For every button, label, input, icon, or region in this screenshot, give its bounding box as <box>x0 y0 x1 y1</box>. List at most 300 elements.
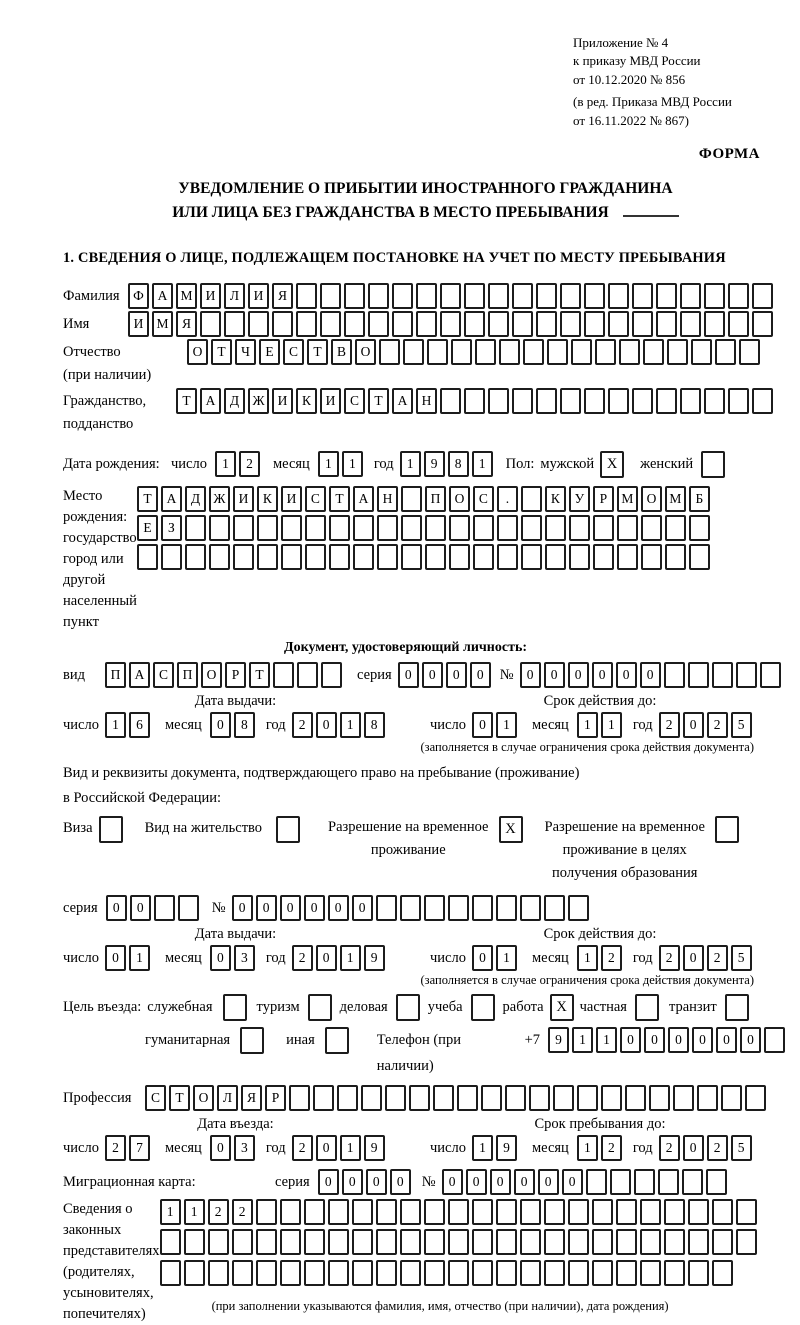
char-cell[interactable] <box>673 1085 694 1111</box>
char-cell[interactable]: 2 <box>292 712 313 738</box>
char-cell[interactable] <box>448 895 469 921</box>
char-cell[interactable] <box>305 515 326 541</box>
char-cell[interactable] <box>320 311 341 337</box>
char-cell[interactable] <box>764 1027 785 1053</box>
char-cell[interactable]: 0 <box>366 1169 387 1195</box>
char-cell[interactable] <box>472 1199 493 1225</box>
char-cell[interactable] <box>400 1260 421 1286</box>
char-cell[interactable]: 1 <box>160 1199 181 1225</box>
char-cell[interactable] <box>440 388 461 414</box>
char-cell[interactable] <box>376 1199 397 1225</box>
char-cell[interactable] <box>488 283 509 309</box>
char-cell[interactable]: 2 <box>239 451 260 477</box>
char-cell[interactable] <box>691 339 712 365</box>
char-cell[interactable] <box>304 1229 325 1255</box>
char-cell[interactable]: 0 <box>544 662 565 688</box>
char-cell[interactable] <box>571 339 592 365</box>
char-cell[interactable] <box>401 544 422 570</box>
char-cell[interactable]: Р <box>593 486 614 512</box>
temp-residence-edu-checkbox[interactable] <box>715 816 739 843</box>
char-cell[interactable] <box>296 311 317 337</box>
char-cell[interactable] <box>424 895 445 921</box>
char-cell[interactable] <box>712 1260 733 1286</box>
char-cell[interactable] <box>664 662 685 688</box>
char-cell[interactable]: . <box>497 486 518 512</box>
char-cell[interactable] <box>634 1169 655 1195</box>
char-cell[interactable]: 0 <box>683 1135 704 1161</box>
char-cell[interactable] <box>704 283 725 309</box>
char-cell[interactable]: И <box>200 283 221 309</box>
char-cell[interactable] <box>592 1199 613 1225</box>
char-cell[interactable] <box>424 1229 445 1255</box>
char-cell[interactable]: 2 <box>292 1135 313 1161</box>
char-cell[interactable] <box>728 388 749 414</box>
char-cell[interactable]: П <box>177 662 198 688</box>
char-cell[interactable] <box>520 1229 541 1255</box>
char-cell[interactable] <box>352 1229 373 1255</box>
char-cell[interactable]: 2 <box>659 712 680 738</box>
char-cell[interactable]: 1 <box>577 712 598 738</box>
char-cell[interactable]: И <box>233 486 254 512</box>
char-cell[interactable]: Р <box>265 1085 286 1111</box>
char-cell[interactable]: 8 <box>448 451 469 477</box>
char-cell[interactable]: Е <box>259 339 280 365</box>
char-cell[interactable]: 1 <box>340 712 361 738</box>
char-cell[interactable] <box>688 662 709 688</box>
char-cell[interactable]: Т <box>329 486 350 512</box>
char-cell[interactable]: Т <box>249 662 270 688</box>
char-cell[interactable]: О <box>201 662 222 688</box>
char-cell[interactable]: 1 <box>601 712 622 738</box>
residence-permit-checkbox[interactable] <box>276 816 300 843</box>
char-cell[interactable] <box>544 1199 565 1225</box>
char-cell[interactable] <box>424 1199 445 1225</box>
char-cell[interactable]: 2 <box>601 1135 622 1161</box>
char-cell[interactable]: 1 <box>342 451 363 477</box>
char-cell[interactable]: 0 <box>256 895 277 921</box>
char-cell[interactable]: А <box>152 283 173 309</box>
char-cell[interactable] <box>512 311 533 337</box>
char-cell[interactable]: Л <box>224 283 245 309</box>
char-cell[interactable]: 9 <box>364 1135 385 1161</box>
char-cell[interactable] <box>321 662 342 688</box>
char-cell[interactable] <box>736 662 757 688</box>
char-cell[interactable] <box>377 544 398 570</box>
char-cell[interactable]: 9 <box>548 1027 569 1053</box>
char-cell[interactable] <box>664 1229 685 1255</box>
char-cell[interactable]: 2 <box>105 1135 126 1161</box>
char-cell[interactable]: 2 <box>707 945 728 971</box>
char-cell[interactable] <box>416 311 437 337</box>
char-cell[interactable] <box>272 311 293 337</box>
char-cell[interactable]: Н <box>377 486 398 512</box>
char-cell[interactable] <box>520 1199 541 1225</box>
char-cell[interactable]: 0 <box>740 1027 761 1053</box>
char-cell[interactable] <box>680 388 701 414</box>
char-cell[interactable] <box>368 311 389 337</box>
char-cell[interactable] <box>224 311 245 337</box>
char-cell[interactable] <box>568 1199 589 1225</box>
char-cell[interactable] <box>712 662 733 688</box>
char-cell[interactable]: 0 <box>568 662 589 688</box>
char-cell[interactable]: И <box>281 486 302 512</box>
char-cell[interactable]: 0 <box>716 1027 737 1053</box>
char-cell[interactable] <box>664 1199 685 1225</box>
purpose-business-checkbox[interactable] <box>223 994 247 1021</box>
char-cell[interactable]: 0 <box>472 712 493 738</box>
char-cell[interactable]: А <box>161 486 182 512</box>
char-cell[interactable]: 0 <box>316 1135 337 1161</box>
char-cell[interactable]: Ф <box>128 283 149 309</box>
char-cell[interactable] <box>641 544 662 570</box>
char-cell[interactable]: 0 <box>692 1027 713 1053</box>
char-cell[interactable] <box>521 544 542 570</box>
char-cell[interactable]: 0 <box>472 945 493 971</box>
char-cell[interactable]: Я <box>241 1085 262 1111</box>
char-cell[interactable] <box>688 1199 709 1225</box>
char-cell[interactable] <box>425 544 446 570</box>
char-cell[interactable] <box>160 1260 181 1286</box>
char-cell[interactable]: Ж <box>248 388 269 414</box>
char-cell[interactable] <box>689 515 710 541</box>
char-cell[interactable]: О <box>641 486 662 512</box>
char-cell[interactable] <box>427 339 448 365</box>
char-cell[interactable] <box>569 544 590 570</box>
char-cell[interactable] <box>544 895 565 921</box>
char-cell[interactable] <box>521 486 542 512</box>
char-cell[interactable] <box>544 1260 565 1286</box>
char-cell[interactable]: 0 <box>538 1169 559 1195</box>
char-cell[interactable]: С <box>145 1085 166 1111</box>
char-cell[interactable] <box>497 544 518 570</box>
char-cell[interactable] <box>344 283 365 309</box>
char-cell[interactable] <box>448 1229 469 1255</box>
char-cell[interactable] <box>352 1199 373 1225</box>
char-cell[interactable]: М <box>617 486 638 512</box>
char-cell[interactable] <box>680 283 701 309</box>
char-cell[interactable]: П <box>105 662 126 688</box>
char-cell[interactable]: 0 <box>232 895 253 921</box>
char-cell[interactable] <box>688 1229 709 1255</box>
char-cell[interactable] <box>520 895 541 921</box>
char-cell[interactable] <box>496 1260 517 1286</box>
char-cell[interactable] <box>368 283 389 309</box>
char-cell[interactable] <box>496 1229 517 1255</box>
char-cell[interactable]: И <box>272 388 293 414</box>
char-cell[interactable]: 1 <box>129 945 150 971</box>
char-cell[interactable] <box>560 388 581 414</box>
char-cell[interactable] <box>752 388 773 414</box>
char-cell[interactable] <box>475 339 496 365</box>
char-cell[interactable]: О <box>355 339 376 365</box>
char-cell[interactable]: 3 <box>234 945 255 971</box>
char-cell[interactable]: 1 <box>105 712 126 738</box>
char-cell[interactable] <box>328 1199 349 1225</box>
char-cell[interactable] <box>328 1260 349 1286</box>
char-cell[interactable] <box>664 1260 685 1286</box>
char-cell[interactable] <box>313 1085 334 1111</box>
char-cell[interactable]: Н <box>416 388 437 414</box>
char-cell[interactable] <box>449 544 470 570</box>
char-cell[interactable] <box>553 1085 574 1111</box>
char-cell[interactable] <box>499 339 520 365</box>
char-cell[interactable] <box>185 515 206 541</box>
char-cell[interactable] <box>328 1229 349 1255</box>
char-cell[interactable] <box>472 1229 493 1255</box>
char-cell[interactable] <box>619 339 640 365</box>
char-cell[interactable]: Т <box>169 1085 190 1111</box>
char-cell[interactable]: Т <box>307 339 328 365</box>
char-cell[interactable] <box>560 283 581 309</box>
char-cell[interactable] <box>329 515 350 541</box>
char-cell[interactable] <box>656 388 677 414</box>
char-cell[interactable]: П <box>425 486 446 512</box>
char-cell[interactable]: Л <box>217 1085 238 1111</box>
char-cell[interactable] <box>256 1229 277 1255</box>
char-cell[interactable]: С <box>344 388 365 414</box>
char-cell[interactable] <box>688 1260 709 1286</box>
char-cell[interactable] <box>320 283 341 309</box>
char-cell[interactable]: 0 <box>352 895 373 921</box>
char-cell[interactable] <box>209 544 230 570</box>
char-cell[interactable] <box>392 311 413 337</box>
char-cell[interactable]: 0 <box>490 1169 511 1195</box>
char-cell[interactable] <box>547 339 568 365</box>
char-cell[interactable]: 5 <box>731 945 752 971</box>
char-cell[interactable]: К <box>296 388 317 414</box>
char-cell[interactable]: 0 <box>318 1169 339 1195</box>
char-cell[interactable] <box>601 1085 622 1111</box>
char-cell[interactable] <box>706 1169 727 1195</box>
char-cell[interactable]: 0 <box>390 1169 411 1195</box>
char-cell[interactable] <box>473 544 494 570</box>
char-cell[interactable]: И <box>128 311 149 337</box>
char-cell[interactable] <box>649 1085 670 1111</box>
char-cell[interactable]: 0 <box>316 945 337 971</box>
char-cell[interactable]: 2 <box>208 1199 229 1225</box>
char-cell[interactable] <box>400 1199 421 1225</box>
char-cell[interactable]: 0 <box>520 662 541 688</box>
char-cell[interactable] <box>632 311 653 337</box>
char-cell[interactable]: М <box>665 486 686 512</box>
char-cell[interactable] <box>617 544 638 570</box>
char-cell[interactable] <box>376 1260 397 1286</box>
char-cell[interactable] <box>616 1229 637 1255</box>
char-cell[interactable]: 2 <box>601 945 622 971</box>
char-cell[interactable] <box>273 662 294 688</box>
char-cell[interactable] <box>529 1085 550 1111</box>
char-cell[interactable] <box>464 311 485 337</box>
char-cell[interactable] <box>752 311 773 337</box>
char-cell[interactable] <box>440 311 461 337</box>
char-cell[interactable] <box>329 544 350 570</box>
char-cell[interactable] <box>595 339 616 365</box>
char-cell[interactable] <box>392 283 413 309</box>
char-cell[interactable] <box>233 544 254 570</box>
char-cell[interactable]: 2 <box>659 1135 680 1161</box>
char-cell[interactable] <box>376 895 397 921</box>
char-cell[interactable] <box>184 1260 205 1286</box>
char-cell[interactable] <box>584 388 605 414</box>
char-cell[interactable] <box>472 1260 493 1286</box>
char-cell[interactable] <box>545 544 566 570</box>
char-cell[interactable] <box>200 311 221 337</box>
char-cell[interactable] <box>281 544 302 570</box>
char-cell[interactable] <box>584 283 605 309</box>
char-cell[interactable]: 1 <box>318 451 339 477</box>
char-cell[interactable] <box>401 515 422 541</box>
char-cell[interactable] <box>568 1260 589 1286</box>
char-cell[interactable] <box>610 1169 631 1195</box>
char-cell[interactable] <box>521 515 542 541</box>
char-cell[interactable] <box>520 1260 541 1286</box>
char-cell[interactable] <box>760 662 781 688</box>
purpose-commercial-checkbox[interactable] <box>396 994 420 1021</box>
char-cell[interactable] <box>400 895 421 921</box>
char-cell[interactable]: 5 <box>731 1135 752 1161</box>
char-cell[interactable] <box>608 283 629 309</box>
char-cell[interactable] <box>400 1229 421 1255</box>
char-cell[interactable]: О <box>193 1085 214 1111</box>
char-cell[interactable] <box>577 1085 598 1111</box>
char-cell[interactable] <box>256 1260 277 1286</box>
char-cell[interactable] <box>209 515 230 541</box>
char-cell[interactable] <box>451 339 472 365</box>
char-cell[interactable]: С <box>153 662 174 688</box>
char-cell[interactable] <box>377 515 398 541</box>
char-cell[interactable] <box>643 339 664 365</box>
char-cell[interactable]: 0 <box>304 895 325 921</box>
char-cell[interactable] <box>208 1260 229 1286</box>
char-cell[interactable]: 0 <box>446 662 467 688</box>
char-cell[interactable]: С <box>305 486 326 512</box>
char-cell[interactable]: 0 <box>210 1135 231 1161</box>
char-cell[interactable] <box>608 311 629 337</box>
char-cell[interactable] <box>592 1229 613 1255</box>
char-cell[interactable] <box>409 1085 430 1111</box>
char-cell[interactable] <box>425 515 446 541</box>
char-cell[interactable]: 0 <box>668 1027 689 1053</box>
char-cell[interactable] <box>256 1199 277 1225</box>
char-cell[interactable] <box>178 895 199 921</box>
char-cell[interactable]: 1 <box>184 1199 205 1225</box>
char-cell[interactable]: А <box>129 662 150 688</box>
char-cell[interactable]: 0 <box>644 1027 665 1053</box>
char-cell[interactable] <box>616 1260 637 1286</box>
char-cell[interactable] <box>416 283 437 309</box>
char-cell[interactable] <box>592 1260 613 1286</box>
char-cell[interactable] <box>739 339 760 365</box>
char-cell[interactable]: А <box>200 388 221 414</box>
char-cell[interactable]: М <box>176 283 197 309</box>
purpose-transit-checkbox[interactable] <box>725 994 749 1021</box>
char-cell[interactable]: О <box>449 486 470 512</box>
char-cell[interactable] <box>689 544 710 570</box>
char-cell[interactable]: 0 <box>562 1169 583 1195</box>
char-cell[interactable]: 2 <box>292 945 313 971</box>
purpose-private-checkbox[interactable] <box>635 994 659 1021</box>
char-cell[interactable] <box>640 1199 661 1225</box>
char-cell[interactable] <box>464 388 485 414</box>
char-cell[interactable] <box>560 311 581 337</box>
char-cell[interactable]: Д <box>185 486 206 512</box>
char-cell[interactable] <box>457 1085 478 1111</box>
char-cell[interactable] <box>617 515 638 541</box>
temp-residence-checkbox[interactable]: X <box>499 816 523 843</box>
char-cell[interactable] <box>545 515 566 541</box>
char-cell[interactable]: К <box>545 486 566 512</box>
char-cell[interactable]: 0 <box>620 1027 641 1053</box>
char-cell[interactable] <box>704 311 725 337</box>
char-cell[interactable] <box>656 283 677 309</box>
char-cell[interactable] <box>667 339 688 365</box>
char-cell[interactable] <box>376 1229 397 1255</box>
char-cell[interactable]: 1 <box>577 1135 598 1161</box>
char-cell[interactable] <box>401 486 422 512</box>
char-cell[interactable] <box>728 283 749 309</box>
purpose-work-checkbox[interactable]: X <box>550 994 574 1021</box>
char-cell[interactable] <box>568 1229 589 1255</box>
char-cell[interactable] <box>728 311 749 337</box>
char-cell[interactable]: 9 <box>496 1135 517 1161</box>
char-cell[interactable] <box>536 388 557 414</box>
char-cell[interactable] <box>185 544 206 570</box>
char-cell[interactable] <box>488 311 509 337</box>
char-cell[interactable]: 5 <box>731 712 752 738</box>
char-cell[interactable]: 0 <box>280 895 301 921</box>
char-cell[interactable] <box>353 515 374 541</box>
char-cell[interactable] <box>496 895 517 921</box>
char-cell[interactable]: 2 <box>232 1199 253 1225</box>
char-cell[interactable] <box>721 1085 742 1111</box>
char-cell[interactable]: Д <box>224 388 245 414</box>
char-cell[interactable]: 1 <box>340 1135 361 1161</box>
char-cell[interactable] <box>682 1169 703 1195</box>
char-cell[interactable] <box>297 662 318 688</box>
char-cell[interactable] <box>161 544 182 570</box>
char-cell[interactable] <box>712 1199 733 1225</box>
char-cell[interactable]: 8 <box>234 712 255 738</box>
char-cell[interactable]: 0 <box>130 895 151 921</box>
char-cell[interactable] <box>584 311 605 337</box>
char-cell[interactable]: Т <box>137 486 158 512</box>
purpose-study-checkbox[interactable] <box>471 994 495 1021</box>
char-cell[interactable]: 0 <box>342 1169 363 1195</box>
char-cell[interactable]: 1 <box>596 1027 617 1053</box>
char-cell[interactable] <box>337 1085 358 1111</box>
char-cell[interactable] <box>433 1085 454 1111</box>
char-cell[interactable]: О <box>187 339 208 365</box>
char-cell[interactable] <box>184 1229 205 1255</box>
char-cell[interactable] <box>505 1085 526 1111</box>
char-cell[interactable] <box>440 283 461 309</box>
char-cell[interactable] <box>640 1229 661 1255</box>
char-cell[interactable]: 0 <box>470 662 491 688</box>
char-cell[interactable]: 1 <box>340 945 361 971</box>
char-cell[interactable]: 0 <box>640 662 661 688</box>
char-cell[interactable] <box>593 544 614 570</box>
char-cell[interactable] <box>616 1199 637 1225</box>
char-cell[interactable] <box>361 1085 382 1111</box>
char-cell[interactable] <box>665 515 686 541</box>
char-cell[interactable] <box>712 1229 733 1255</box>
char-cell[interactable]: 3 <box>234 1135 255 1161</box>
char-cell[interactable]: У <box>569 486 590 512</box>
char-cell[interactable] <box>232 1229 253 1255</box>
char-cell[interactable] <box>257 544 278 570</box>
char-cell[interactable]: А <box>392 388 413 414</box>
char-cell[interactable] <box>344 311 365 337</box>
